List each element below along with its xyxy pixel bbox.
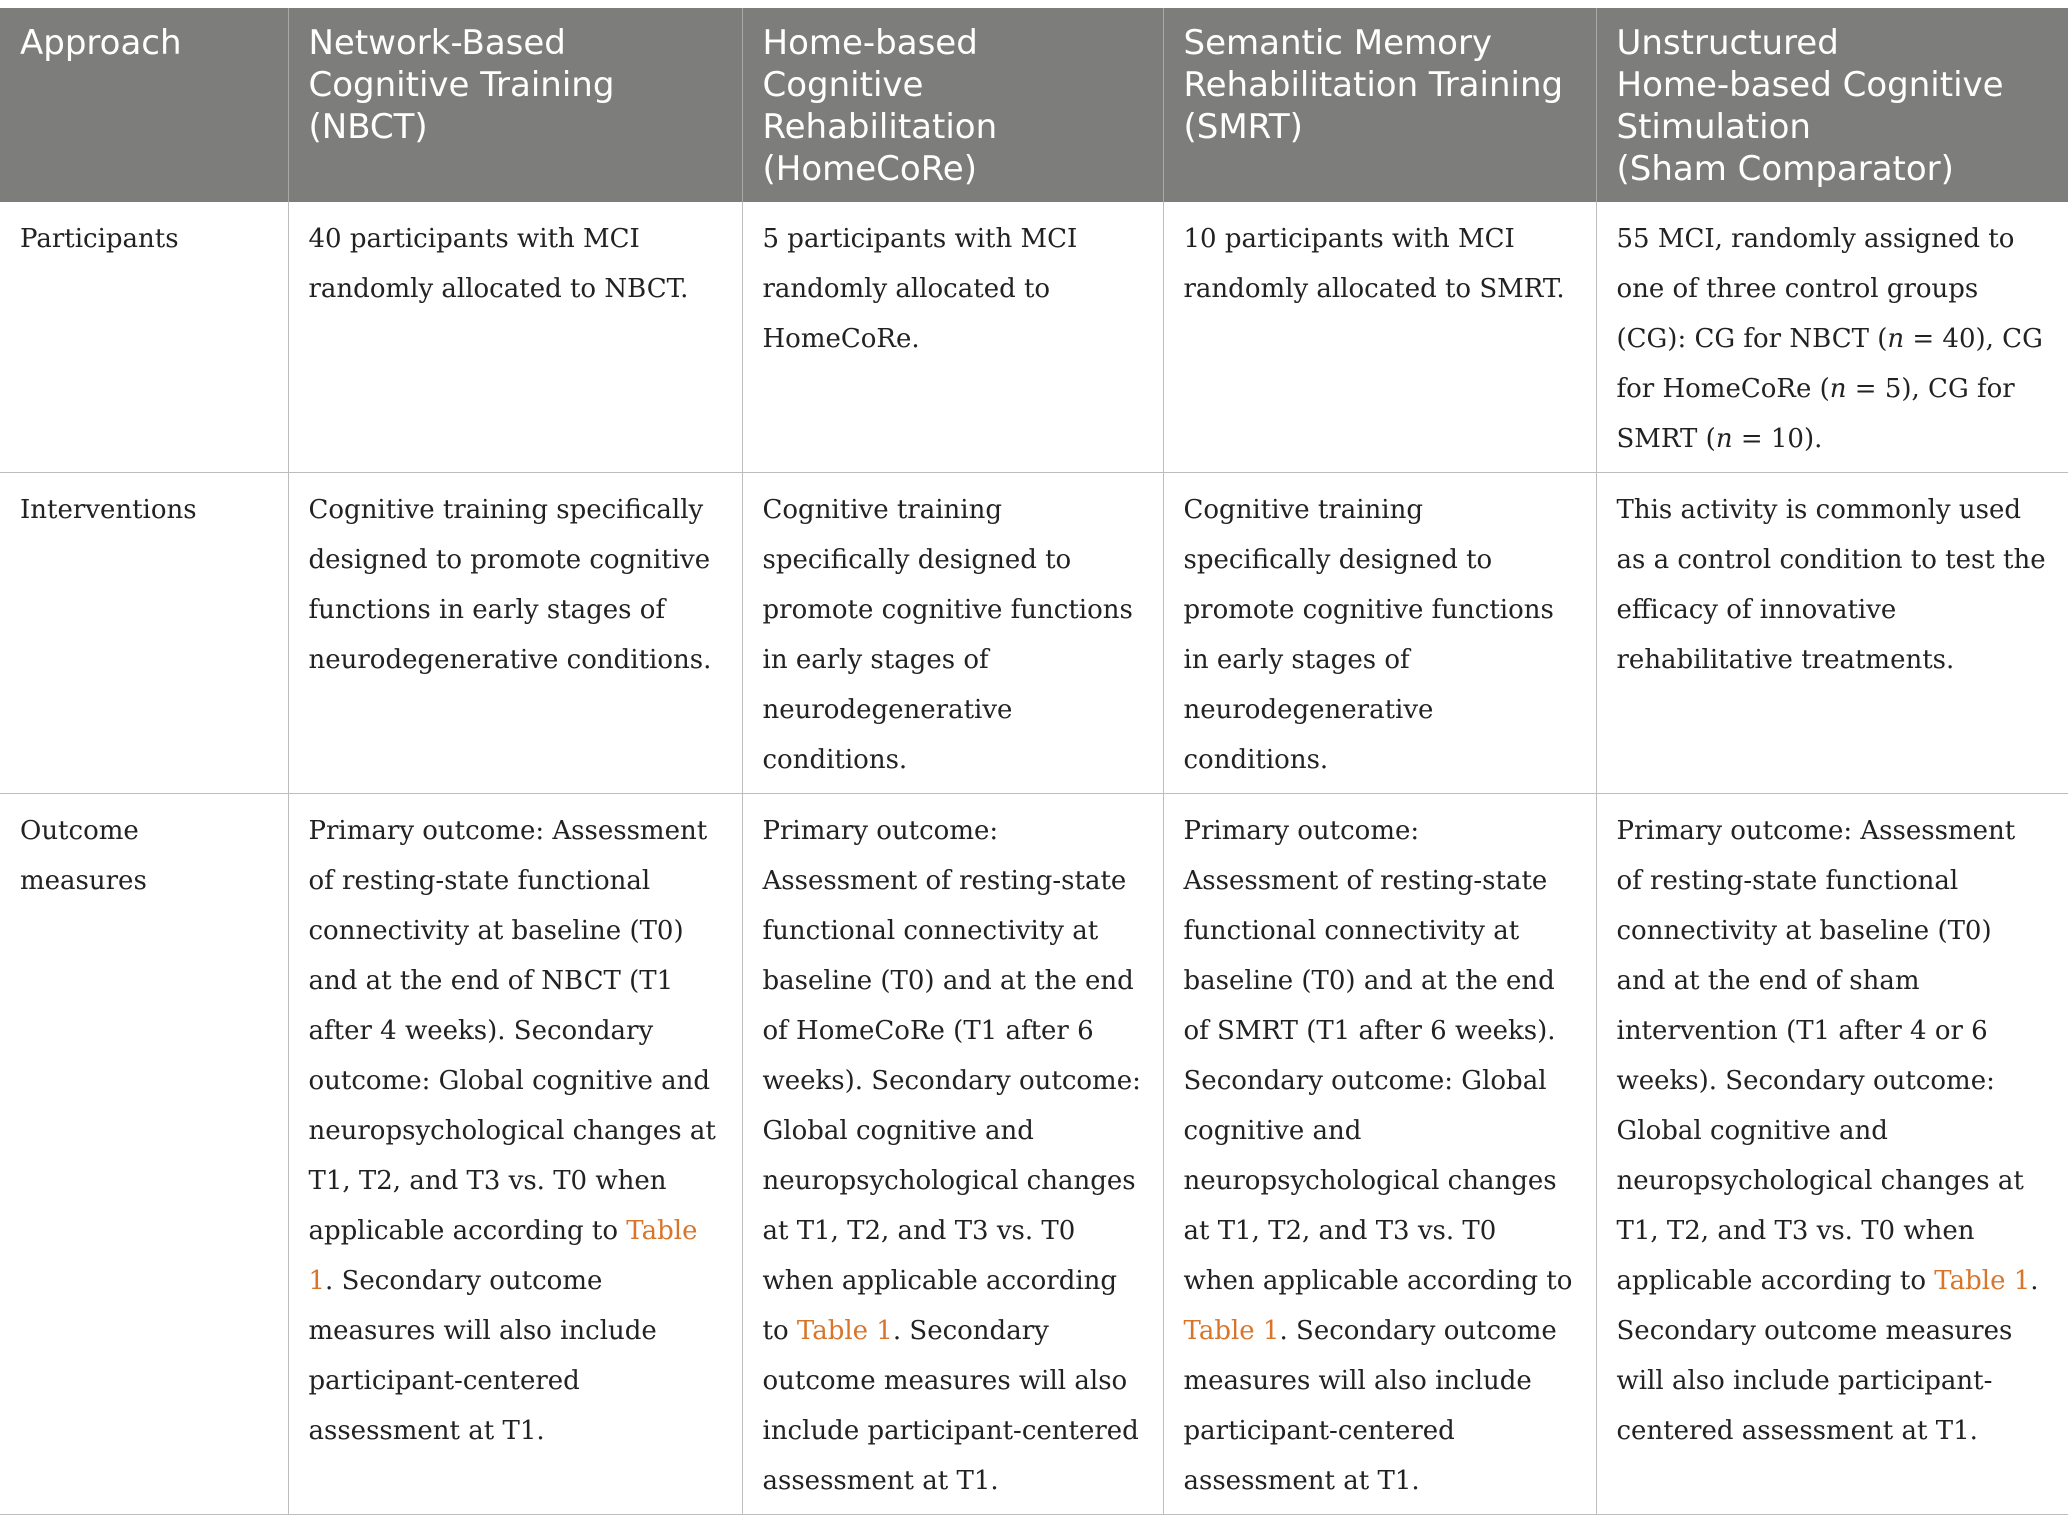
text-fragment: = 5), CG for SMRT (	[1616, 374, 2015, 454]
header-row	[0, 8, 2068, 202]
cell-interventions-sham: This activity is commonly used as a control condition to test the efficacy of innovative rehabilitative treatments.	[1596, 473, 2068, 794]
header-homecore-line: Rehabilitation	[762, 107, 998, 147]
text-fragment: Primary outcome: Assessment of resting-state functional connectivity at baseline (T0) and at the end of sham intervention (T1 after 4 or 6 weeks). Secondary outcome: Global cognitive and neuropsychological changes at T1, T2, and T3 vs. T0 when applicable according to	[1616, 816, 2024, 1296]
header-approach	[0, 8, 288, 202]
header-nbct	[288, 8, 742, 202]
table-1-link[interactable]: Table 1	[308, 1216, 698, 1296]
header-homecore-line: (HomeCoRe)	[762, 149, 977, 189]
text-fragment: . Secondary outcome measures will also include participant-centered assessment at T1.	[1616, 1266, 2039, 1446]
header-smrt-line: Semantic Memory	[1183, 23, 1493, 63]
header-nbct-line: Cognitive Training	[308, 65, 615, 105]
header-nbct-line: Network-Based	[308, 23, 566, 63]
text-fragment: = 40), CG for HomeCoRe (	[1616, 324, 2043, 404]
text-fragment: . Secondary outcome measures will also include participant-centered assessment at T1.	[762, 1316, 1139, 1496]
text-fragment: 55 MCI, randomly assigned to one of three control groups (CG): CG for NBCT (	[1616, 224, 2015, 354]
header-sham-line: Home-based Cognitive	[1616, 65, 2004, 105]
cell-participants-nbct: 40 participants with MCI randomly allocated to NBCT.	[288, 202, 742, 473]
table-body	[0, 202, 2068, 1515]
header-approach-label: Approach	[20, 23, 182, 63]
cell-outcomes-sham	[1596, 794, 2068, 1515]
table-row-outcomes	[0, 794, 2068, 1515]
header-smrt-line: Rehabilitation Training	[1183, 65, 1564, 105]
cell-interventions-smrt: Cognitive training specifically designed to promote cognitive functions in early stages of neurodegenerative conditions.	[1163, 473, 1596, 794]
cell-participants-homecore: 5 participants with MCI randomly allocated to HomeCoRe.	[742, 202, 1163, 473]
cell-outcomes-smrt	[1163, 794, 1596, 1515]
text-fragment: Primary outcome: Assessment of resting-state functional connectivity at baseline (T0) and at the end of SMRT (T1 after 6 weeks). Secondary outcome: Global cognitive and neuropsychological changes at T1, T2, and T3 vs. T0 when applicable according to	[1183, 816, 1573, 1296]
study-design-table	[0, 8, 2068, 1515]
row-label-outcomes: Outcome measures	[0, 794, 288, 1515]
row-label-interventions: Interventions	[0, 473, 288, 794]
table-1-link[interactable]: Table 1	[796, 1316, 893, 1346]
header-sham-line: Unstructured	[1616, 23, 1839, 63]
italic-n: n	[1829, 374, 1847, 404]
header-sham	[1596, 8, 2068, 202]
table-row-interventions	[0, 473, 2068, 794]
text-fragment: . Secondary outcome measures will also include participant-centered assessment at T1.	[1183, 1316, 1557, 1496]
text-fragment: Primary outcome: Assessment of resting-state functional connectivity at baseline (T0) and at the end of HomeCoRe (T1 after 6 weeks). Secondary outcome: Global cognitive and neuropsychological changes at T1, T2, and T3 vs. T0 when applicable according to	[762, 816, 1141, 1346]
header-sham-line: Stimulation	[1616, 107, 1811, 147]
cell-interventions-homecore: Cognitive training specifically designed to promote cognitive functions in early stages of neurodegenerative conditions.	[742, 473, 1163, 794]
header-smrt-line: (SMRT)	[1183, 107, 1303, 147]
cell-outcomes-nbct	[288, 794, 742, 1515]
header-homecore-line: Home-based	[762, 23, 978, 63]
text-fragment: = 10).	[1732, 424, 1823, 454]
header-sham-line: (Sham Comparator)	[1616, 149, 1954, 189]
header-homecore-line: Cognitive	[762, 65, 924, 105]
row-label-participants: Participants	[0, 202, 288, 473]
table-1-link[interactable]: Table 1	[1183, 1316, 1280, 1346]
cell-outcomes-homecore	[742, 794, 1163, 1515]
table-1-link[interactable]: Table 1	[1934, 1266, 2031, 1296]
table-row-participants	[0, 202, 2068, 473]
cell-participants-smrt: 10 participants with MCI randomly allocated to SMRT.	[1163, 202, 1596, 473]
table-header	[0, 8, 2068, 202]
header-smrt	[1163, 8, 1596, 202]
header-homecore	[742, 8, 1163, 202]
text-fragment: . Secondary outcome measures will also include participant-centered assessment at T1.	[308, 1266, 657, 1446]
italic-n: n	[1887, 324, 1905, 354]
text-fragment: Primary outcome: Assessment of resting-state functional connectivity at baseline (T0) and at the end of NBCT (T1 after 4 weeks). Secondary outcome: Global cognitive and neuropsychological changes at T1, T2, and T3 vs. T0 when applicable according to	[308, 816, 716, 1246]
cell-interventions-nbct: Cognitive training specifically designed to promote cognitive functions in early stages of neurodegenerative conditions.	[288, 473, 742, 794]
header-nbct-line: (NBCT)	[308, 107, 428, 147]
cell-participants-sham	[1596, 202, 2068, 473]
italic-n: n	[1715, 424, 1733, 454]
